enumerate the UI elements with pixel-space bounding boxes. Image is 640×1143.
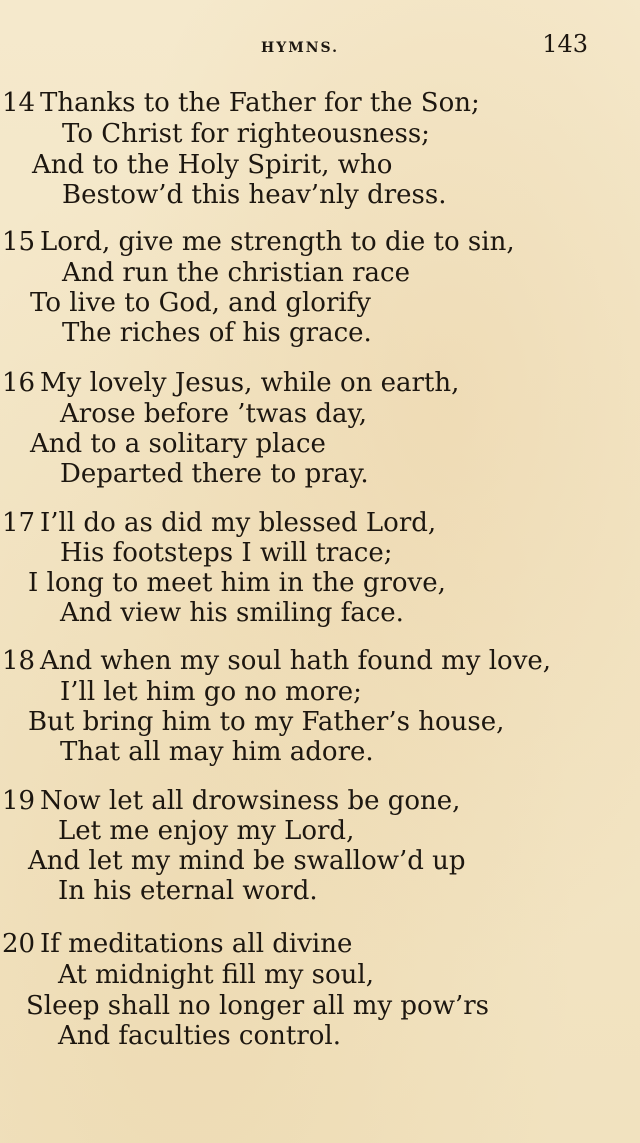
running-head: HYMNS. [260, 40, 339, 56]
stanza-line-1 [0, 786, 460, 816]
verse-text: My lovely Jesus, while on earth, [40, 368, 460, 398]
page-number: 143 [542, 30, 588, 58]
stanza-line-2: Arose before ’twas day, [60, 399, 367, 429]
stanza-line-4: Bestow’d this heav’nly dress. [62, 180, 447, 210]
stanza-line-1 [0, 227, 515, 257]
stanza-line-4: That all may him adore. [60, 737, 374, 767]
stanza-line-3: And to the Holy Spirit, who [32, 150, 393, 180]
stanza-line-4: In his eternal word. [58, 876, 318, 906]
stanza-line-2: At midnight fill my soul, [58, 960, 374, 990]
stanza-line-4: Departed there to pray. [60, 459, 369, 489]
stanza-line-3: To live to God, and glorify [30, 288, 371, 318]
stanza-line-3: And to a solitary place [30, 429, 326, 459]
stanza-line-2: His footsteps I will trace; [60, 538, 393, 568]
stanza-number: 15 [2, 227, 36, 257]
stanza-line-2: Let me enjoy my Lord, [58, 816, 355, 846]
stanza-line-1 [0, 508, 436, 538]
stanza-number: 14 [2, 88, 36, 118]
stanza-number: 19 [2, 786, 36, 816]
stanza-line-3: I long to meet him in the grove, [28, 568, 446, 598]
stanza-line-4: And view his smiling face. [60, 598, 404, 628]
stanza-line-1 [0, 929, 352, 959]
stanza-line-4: And faculties control. [58, 1021, 342, 1051]
stanza-line-3: But bring him to my Father’s house, [28, 707, 505, 737]
stanza-line-1 [0, 646, 551, 676]
stanza-line-1 [0, 368, 459, 398]
stanza-number: 20 [2, 929, 36, 959]
verse-text: Now let all drowsiness be gone, [40, 786, 461, 816]
verse-text: If meditations all divine [40, 929, 353, 959]
stanza-number: 18 [2, 646, 36, 676]
verse-text: Thanks to the Father for the Son; [40, 88, 480, 118]
stanza-number: 17 [2, 508, 36, 538]
verse-text: Lord, give me strength to die to sin, [40, 227, 515, 257]
stanza-line-3: And let my mind be swallow’d up [28, 846, 466, 876]
stanza-line-2: To Christ for righteousness; [62, 119, 430, 149]
stanza-number: 16 [2, 368, 36, 398]
stanza-line-2: And run the christian race [62, 258, 411, 288]
stanza-line-4: The riches of his grace. [62, 318, 372, 348]
stanza-line-3: Sleep shall no longer all my pow’rs [26, 991, 489, 1021]
stanza-line-1 [0, 88, 480, 118]
verse-text: I’ll do as did my blessed Lord, [40, 508, 437, 538]
stanza-line-2: I’ll let him go no more; [60, 677, 362, 707]
verse-text: And when my soul hath found my love, [40, 646, 552, 676]
